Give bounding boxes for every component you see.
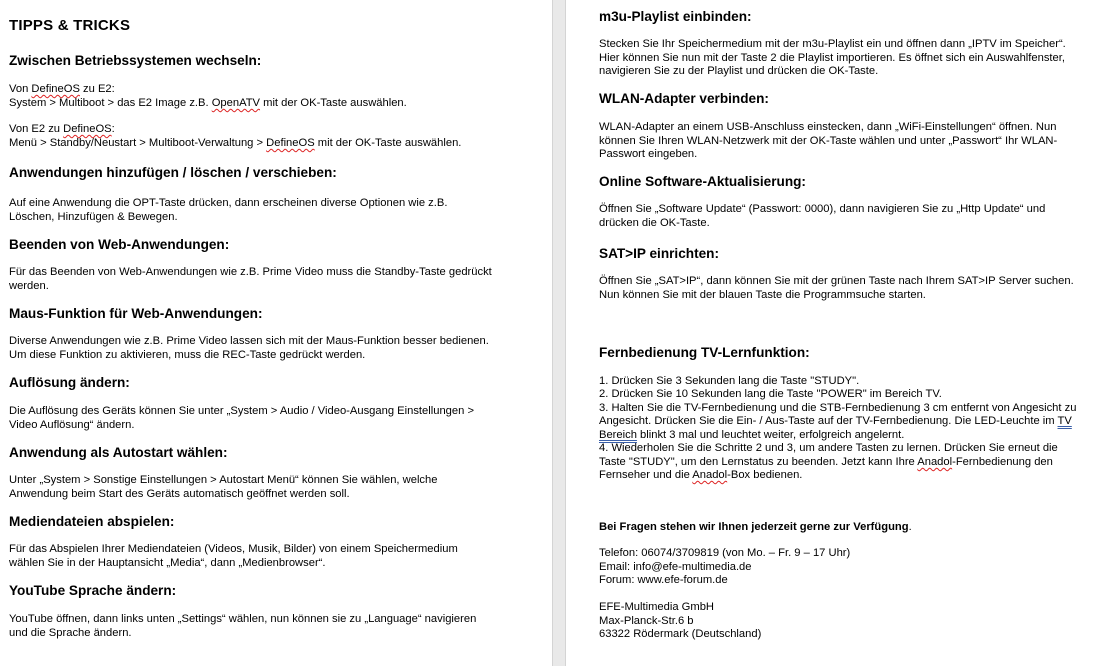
company-city: 63322 Rödermark (Deutschland) — [599, 628, 762, 640]
tv-learning-step-2: 2. Drücken Sie 10 Sekunden lang die Taste "POWER" im Bereich TV. — [599, 388, 942, 400]
spelling-mark: Anadol — [917, 456, 953, 468]
heading-exit-web-apps: Beenden von Web-Anwendungen: — [9, 237, 230, 252]
heading-media: Mediendateien abspielen: — [9, 514, 175, 529]
software-update-text: Öffnen Sie „Software Update“ (Passwort: 0000), dann navigieren Sie zu „Http Update“ und drücken die OK-Taste. — [599, 203, 1046, 229]
contact-question: Bei Fragen stehen wir Ihnen jederzeit gerne zur Verfügung. — [599, 521, 912, 533]
tv-learning-step-3-end: Bereich blinkt 3 mal und leuchtet weiter, erfolgreich angelernt. — [599, 429, 905, 441]
apps-text: Auf eine Anwendung die OPT-Taste drücken, dann erscheinen diverse Optionen wie z.B. Löschen, Hinzufügen & Bewegen. — [9, 197, 448, 223]
heading-os-switch: Zwischen Betriebssystemen wechseln: — [9, 53, 262, 68]
tv-learning-step-4-cont: Taste "STUDY", um den Lernstatus zu beenden. Jetzt kann Ihre Anadol-Fernbedienung den — [599, 456, 1053, 468]
heading-autostart: Anwendung als Autostart wählen: — [9, 445, 228, 460]
mouse-function-text: Diverse Anwendungen wie z.B. Prime Video lassen sich mit der Maus-Funktion besser bedienen. Um diese Funktion zu aktivieren, muss die REC-Taste gedrückt werden. — [9, 335, 489, 361]
spelling-mark: DefineOS — [31, 83, 80, 95]
heading-wlan: WLAN-Adapter verbinden: — [599, 91, 769, 106]
heading-mouse-function: Maus-Funktion für Web-Anwendungen: — [9, 306, 263, 321]
heading-satip: SAT>IP einrichten: — [599, 246, 719, 261]
tv-learning-step-4: 4. Wiederholen Sie die Schritte 2 und 3, um andere Tasten zu lernen. Drücken Sie erneut die — [599, 442, 1058, 454]
os-switch-line-3: Von E2 zu DefineOS: — [9, 123, 115, 135]
tv-learning-step-4-end: Fernseher und die Anadol-Box bedienen. — [599, 469, 803, 481]
contact-phone: Telefon: 06074/3709819 (von Mo. – Fr. 9 – 17 Uhr) — [599, 547, 851, 559]
heading-tv-learning: Fernbedienung TV-Lernfunktion: — [599, 345, 810, 360]
page-left — [0, 0, 552, 666]
company-name: EFE-Multimedia GmbH — [599, 601, 715, 613]
m3u-text: Stecken Sie Ihr Speichermedium mit der m3u-Playlist ein und öffnen dann „IPTV im Speicher“. Hier können Sie nun mit der Taste 2 die Playlist importieren. Es öffnet sich ein Auswahlfenster, navigieren Sie zu der Playlist und drücken die OK-Taste. — [599, 38, 1066, 77]
youtube-language-text: YouTube öffnen, dann links unten „Settings“ wählen, nun können sie zu „Language“ navigieren und die Sprache ändern. — [9, 613, 477, 639]
heading-youtube-language: YouTube Sprache ändern: — [9, 583, 177, 598]
os-switch-line-2: System > Multiboot > das E2 Image z.B. OpenATV mit der OK-Taste auswählen. — [9, 97, 407, 109]
spelling-mark: Anadol — [692, 469, 728, 481]
heading-m3u: m3u-Playlist einbinden: — [599, 9, 752, 24]
page-gutter — [552, 0, 566, 666]
company-street: Max-Planck-Str.6 b — [599, 615, 694, 627]
heading-resolution: Auflösung ändern: — [9, 375, 130, 390]
satip-text: Öffnen Sie „SAT>IP“, dann können Sie mit der grünen Taste nach Ihrem SAT>IP Server suchen. Nun können Sie mit der blauen Taste die Programmsuche starten. — [599, 275, 1074, 301]
tv-learning-step-1: 1. Drücken Sie 3 Sekunden lang die Taste "STUDY". — [599, 375, 860, 387]
resolution-text: Die Auflösung des Geräts können Sie unter „System > Audio / Video-Ausgang Einstellungen > Video Auflösung“ ändern. — [9, 405, 474, 431]
tv-learning-step-3: 3. Halten Sie die TV-Fernbedienung und die STB-Fernbedienung 3 cm entfernt von Angesicht zu — [599, 402, 1077, 414]
spelling-mark: DefineOS — [63, 123, 112, 135]
document-title: TIPPS & TRICKS — [9, 17, 131, 34]
wlan-text: WLAN-Adapter an einem USB-Anschluss einstecken, dann „WiFi-Einstellungen“ öffnen. Nun können Sie Ihren WLAN-Netzwerk mit der OK-Taste wählen und unter „Passwort“ Ihr WLAN- Passwort eingeben. — [599, 121, 1058, 160]
spelling-mark: OpenATV — [211, 97, 261, 109]
media-text: Für das Abspielen Ihrer Mediendateien (Videos, Musik, Bilder) von einem Speichermedium wählen Sie in der Hauptansicht „Media“, dann „Medienbrowser“. — [9, 543, 458, 569]
contact-email: Email: info@efe-multimedia.de — [599, 561, 752, 573]
exit-web-apps-text: Für das Beenden von Web-Anwendungen wie z.B. Prime Video muss die Standby-Taste gedrückt werden. — [9, 266, 492, 292]
tv-bereich-mark: TV — [1057, 415, 1072, 427]
heading-software-update: Online Software-Aktualisierung: — [599, 174, 806, 189]
tv-learning-step-3-cont: Angesicht. Drücken Sie die Ein- / Aus-Taste auf der TV-Fernbedienung. Die LED-Leuchte im TV — [599, 415, 1072, 427]
tv-bereich-mark: Bereich — [599, 429, 637, 441]
contact-forum: Forum: www.efe-forum.de — [599, 574, 728, 586]
os-switch-line-4: Menü > Standby/Neustart > Multiboot-Verwaltung > DefineOS mit der OK-Taste auswählen. — [9, 137, 462, 149]
autostart-text: Unter „System > Sonstige Einstellungen > Autostart Menü“ können Sie wählen, welche Anwendung beim Start des Geräts automatisch geöffnet werden soll. — [9, 474, 438, 500]
heading-apps: Anwendungen hinzufügen / löschen / verschieben: — [9, 165, 337, 180]
spelling-mark: DefineOS — [266, 137, 315, 149]
page-right — [566, 0, 1107, 666]
os-switch-line-1: Von DefineOS zu E2: — [9, 83, 115, 95]
